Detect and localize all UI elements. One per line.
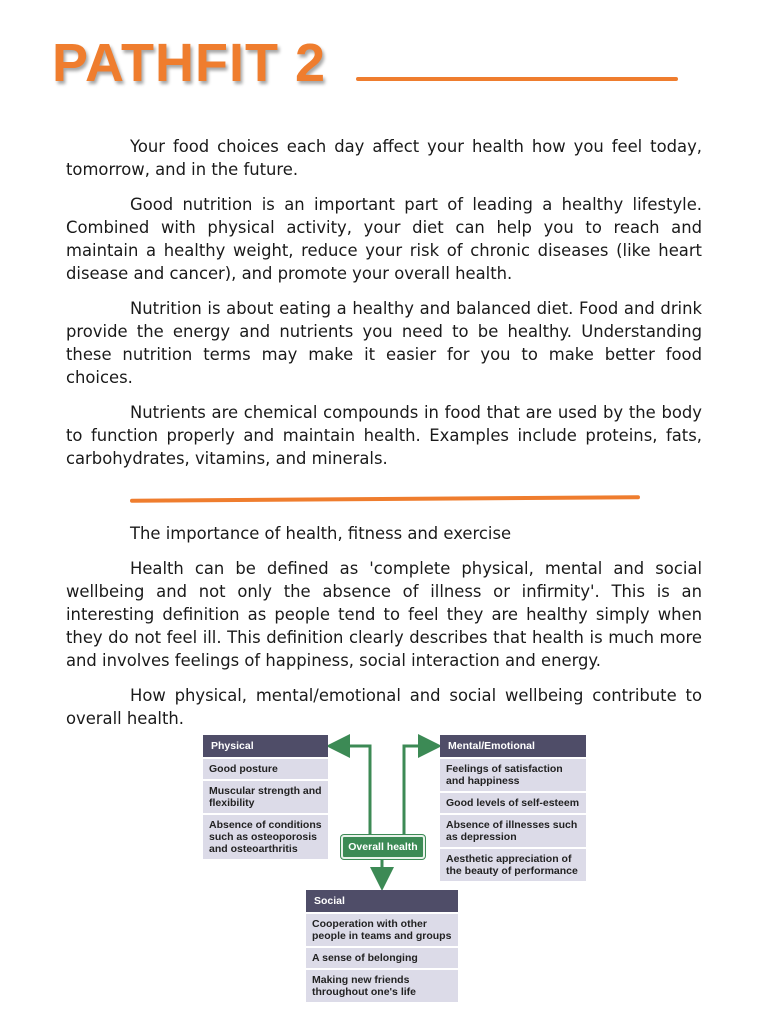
social-item: Cooperation with other people in teams and groups (306, 912, 458, 946)
physical-header: Physical (203, 735, 328, 757)
paragraph: Your food choices each day affect your health how you feel today, tomorrow, and in the future. (66, 137, 702, 179)
section-subheading: The importance of health, fitness and exercise (130, 524, 512, 543)
overall-health-node: Overall health (341, 835, 425, 859)
section-divider (130, 495, 640, 503)
nutrition-section (66, 135, 702, 482)
paragraph: Health can be defined as 'complete physical, mental and social wellbeing and not only the absence of illness or infirmity'. This is an interesting definition as people tend to feel they are healthy simply when they do not feel ill. This definition clearly describes that health is much more and involves feelings of happiness, social interaction and energy. (66, 559, 702, 670)
paragraph: Good nutrition is an important part of leading a healthy lifestyle. Combined with physical activity, your diet can help you to reach and maintain a healthy weight, reduce your risk of chronic diseases (like heart disease and cancer), and promote your overall health. (66, 195, 702, 283)
paragraph: How physical, mental/emotional and social wellbeing contribute to overall health. (66, 686, 702, 728)
physical-item: Muscular strength and flexibility (203, 779, 328, 813)
mental-item: Absence of illnesses such as depression (440, 813, 586, 847)
social-item: A sense of belonging (306, 946, 458, 968)
physical-box (203, 735, 328, 859)
paragraph: Nutrients are chemical compounds in food that are used by the body to function properly and maintain health. Examples include proteins, fats, carbohydrates, vitamins, and minerals. (66, 403, 702, 468)
mental-emotional-box (440, 735, 586, 881)
social-header: Social (306, 890, 458, 912)
connector-to-mental (404, 746, 436, 836)
mental-header: Mental/Emotional (440, 735, 586, 757)
physical-item: Good posture (203, 757, 328, 779)
mental-item: Feelings of satisfaction and happiness (440, 757, 586, 791)
page-title: PATHFIT 2 (52, 33, 326, 93)
mental-item: Aesthetic appreciation of the beauty of performance (440, 847, 586, 881)
social-item: Making new friends throughout one's life (306, 968, 458, 1002)
connector-to-physical (332, 746, 370, 836)
title-underline (356, 77, 678, 81)
social-box (306, 890, 458, 1002)
physical-item: Absence of conditions such as osteoporosis and osteoarthritis (203, 813, 328, 859)
paragraph: Nutrition is about eating a healthy and balanced diet. Food and drink provide the energy and nutrients you need to be healthy. Understanding these nutrition terms may make it easier for you to make better food choices. (66, 299, 702, 387)
health-section (66, 522, 702, 742)
mental-item: Good levels of self-esteem (440, 791, 586, 813)
